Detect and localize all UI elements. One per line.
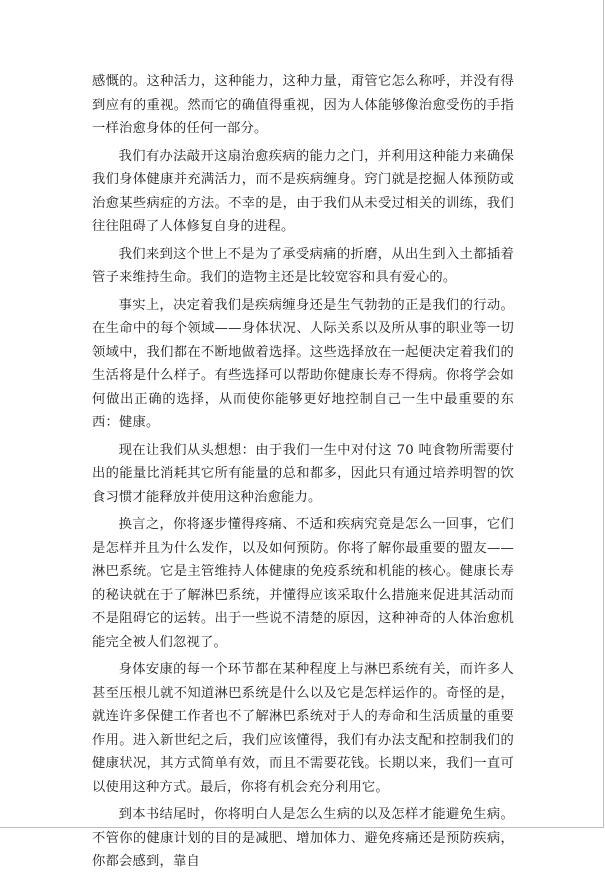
paragraph: 换言之，你将逐步懂得疼痛、不适和疾病究竟是怎么一回事，它们是怎样并且为什么发作，以及如何预防。你将了解你最重要的盟友——淋巴系统。它是主管维持人体健康的免疫系统和机能的核心。健康长寿的秘诀就在于了解淋巴系统，并懂得应该采取什么措施来促进其活动而不是阻碍它的运转。出于一些说不清楚的原因，这种神奇的人体治愈机能完全被人们忽视了。 bbox=[92, 517, 514, 650]
document-body bbox=[92, 70, 514, 878]
paragraph: 感慨的。这种活力，这种能力，这种力量，甭管它怎么称呼，并没有得到应有的重视。然而它的确值得重视，因为人体能够像治愈受伤的手指一样治愈身体的任何一部分。 bbox=[92, 74, 514, 136]
paragraph: 我们来到这个世上不是为了承受病痛的折磨，从出生到入土都插着管子来维持生命。我们的造物主还是比较宽容和具有爱心的。 bbox=[92, 246, 514, 285]
paragraph: 现在让我们从头想想：由于我们一生中对付这 70 吨食物所需要付出的能量比消耗其它所有能量的总和都多，因此只有通过培养明智的饮食习惯才能释放并使用这种治愈能力。 bbox=[92, 442, 514, 505]
paragraph: 到本书结尾时，你将明白人是怎么生病的以及怎样才能避免生病。不管你的健康计划的目的是减肥、增加体力、避免疼痛还是预防疾病，你都会感到，靠自 bbox=[92, 807, 514, 869]
paragraph: 事实上，决定着我们是疾病缠身还是生气勃勃的正是我们的行动。在生命中的每个领域——身体状况、人际关系以及所从事的职业等一切领域中，我们都在不断地做着选择。这些选择放在一起便决定着我们的生活将是什么样子。有些选择可以帮助你健康长寿不得病。你将学会如何做出正确的选择，从而使你能够更好地控制自己一生中最重要的东西：健康。 bbox=[92, 297, 514, 430]
paragraph: 我们有办法敲开这扇治愈疾病的能力之门，并利用这种能力来确保我们身体健康并充满活力，而不是疾病缠身。窍门就是挖掘人体预防或治愈某些病症的方法。不幸的是，由于我们从未受过相关的训练，我们往往阻碍了人体修复自身的进程。 bbox=[92, 148, 514, 234]
paragraph: 身体安康的每一个环节都在某种程度上与淋巴系统有关，而许多人甚至压根儿就不知道淋巴系统是什么以及它是怎样运作的。奇怪的是，就连许多保健工作者也不了解淋巴系统对于人的寿命和生活质量的重要作用。进入新世纪之后，我们应该懂得，我们有办法支配和控制我们的健康状况，其方式简单有效，而且不需要花钱。长期以来，我们一直可以使用这种方式。最后，你将有机会充分利用它。 bbox=[92, 662, 514, 795]
